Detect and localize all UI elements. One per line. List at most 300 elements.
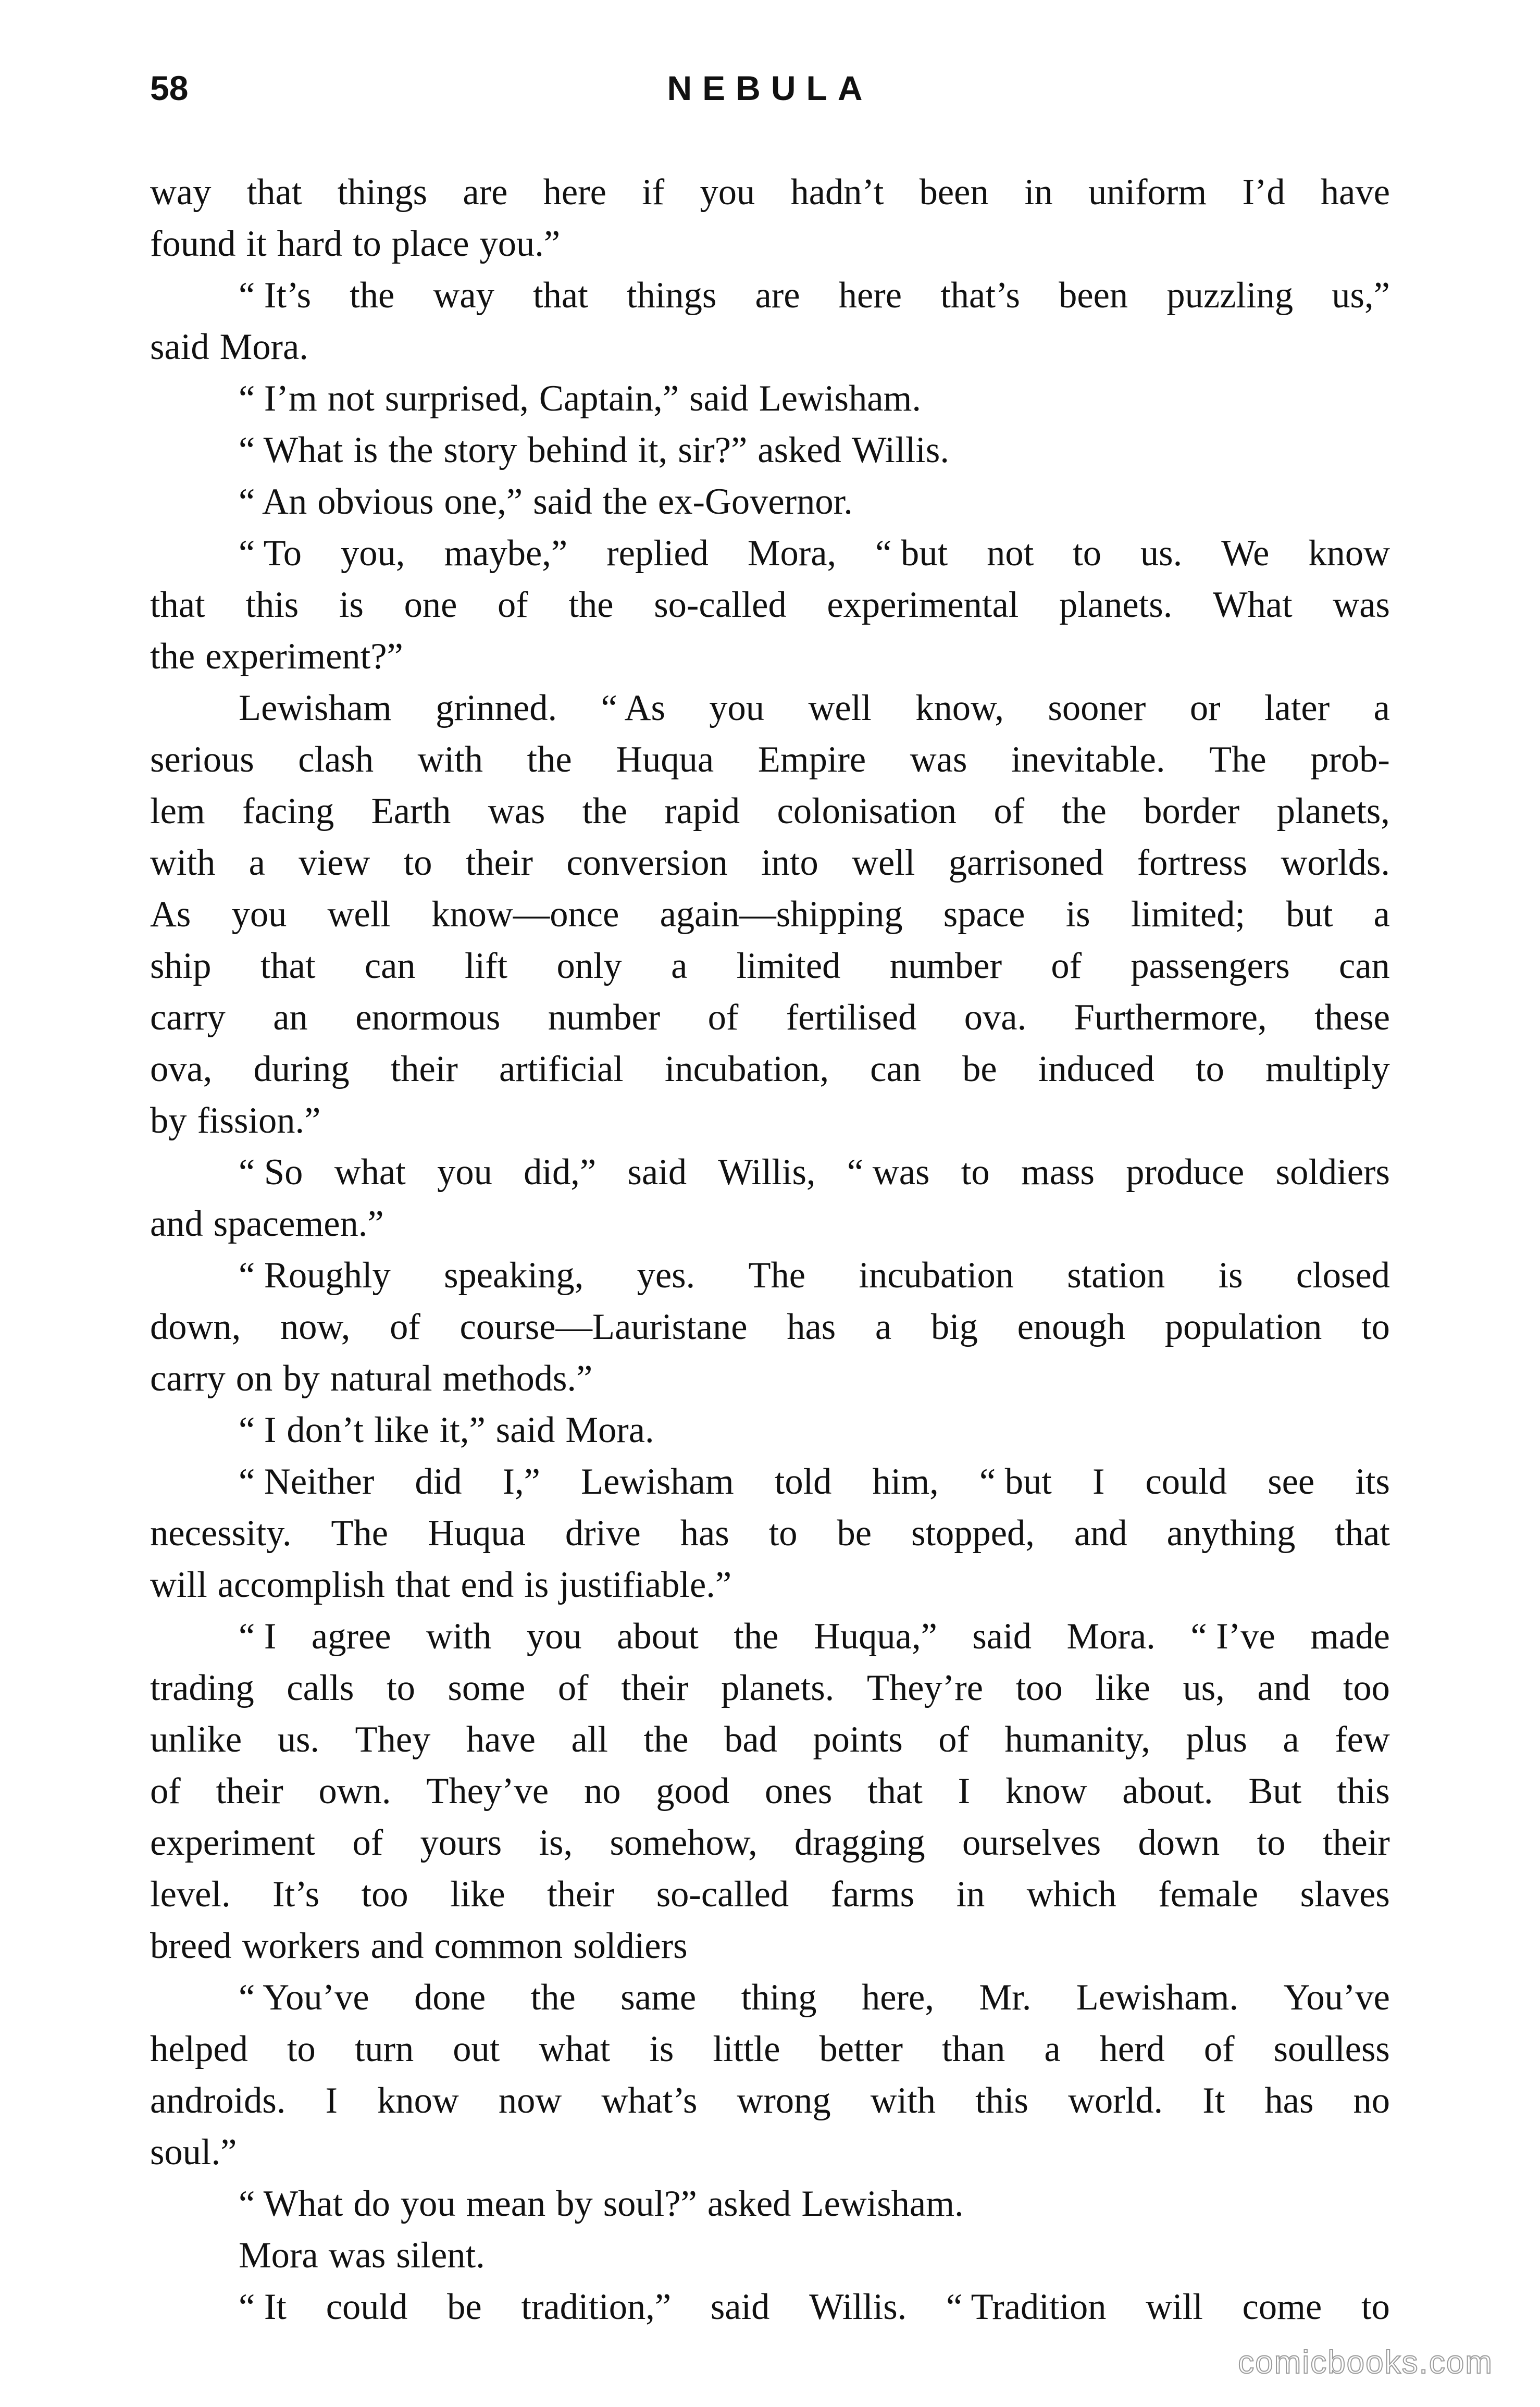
word: speaking,	[444, 1255, 584, 1296]
word: planets.	[721, 1668, 835, 1708]
word: As	[150, 894, 191, 935]
word: was	[488, 791, 545, 832]
word: of	[993, 791, 1025, 832]
word: Mora.	[219, 327, 308, 367]
word: don’t	[287, 1410, 364, 1450]
word: that	[533, 275, 588, 316]
word: The	[1209, 739, 1266, 780]
word: said	[710, 2287, 770, 2327]
word: unlike	[150, 1719, 242, 1760]
word: to	[403, 842, 432, 883]
word: here	[838, 275, 902, 316]
word: helped	[150, 2029, 248, 2069]
word: and	[1257, 1668, 1311, 1708]
text-line	[150, 786, 1390, 837]
word: said	[689, 378, 749, 419]
text-line	[150, 1147, 1390, 1198]
word: us,”	[1332, 275, 1390, 316]
word: their	[547, 1874, 615, 1915]
word: sir?”	[678, 430, 748, 470]
word: did	[415, 1461, 462, 1502]
text-line	[150, 476, 1390, 528]
word: “ Neither	[239, 1461, 375, 1502]
word: a	[1373, 894, 1390, 935]
word: turn	[354, 2029, 414, 2069]
text-line	[150, 2024, 1390, 2075]
word: I’d	[1242, 172, 1285, 213]
word: to	[1196, 1049, 1224, 1089]
word: no	[583, 1771, 621, 1812]
word: the	[530, 1977, 576, 2018]
word: are	[463, 172, 508, 213]
word: methods.”	[442, 1358, 593, 1399]
word: place	[391, 224, 469, 264]
word: out	[453, 2029, 500, 2069]
text-line	[150, 1972, 1390, 2024]
text-line	[150, 2178, 1390, 2230]
word: Empire	[757, 739, 866, 780]
word: like	[1095, 1668, 1150, 1708]
word: drive	[565, 1513, 641, 1554]
word: but	[1286, 894, 1333, 935]
word: things	[337, 172, 428, 213]
word: grinned.	[436, 688, 557, 728]
word: can	[1339, 946, 1390, 986]
text-line	[150, 167, 1390, 218]
word: said	[972, 1616, 1032, 1657]
word: incubation	[859, 1255, 1014, 1296]
word: multiply	[1265, 1049, 1390, 1089]
word: plus	[1186, 1719, 1247, 1760]
word: like	[374, 1410, 429, 1450]
word: silent.	[396, 2235, 485, 2276]
word: or	[1189, 688, 1221, 728]
word: so-called	[654, 585, 787, 625]
word: breed	[150, 1926, 232, 1966]
word: experimental	[827, 585, 1019, 625]
word: no	[1353, 2080, 1390, 2121]
word: been	[919, 172, 989, 213]
word: to	[1361, 1307, 1390, 1347]
word: done	[414, 1977, 486, 2018]
word: was	[1333, 585, 1390, 625]
word: bad	[724, 1719, 777, 1760]
word: made	[1310, 1616, 1390, 1657]
word: mass	[1021, 1152, 1095, 1193]
word: “ It’s	[239, 275, 312, 316]
word: know	[1005, 1771, 1087, 1812]
word: into	[761, 842, 818, 883]
word: Lewisham.	[759, 378, 921, 419]
word: soul.”	[150, 2132, 237, 2173]
word: than	[941, 2029, 1005, 2069]
word: you	[400, 2183, 456, 2224]
word: limited;	[1131, 894, 1246, 935]
text-line	[150, 2127, 1390, 2178]
word: Mora	[239, 2235, 318, 2276]
text-line	[150, 837, 1390, 889]
word: down	[1138, 1822, 1220, 1863]
word: to	[1361, 2287, 1390, 2327]
word: colonisation	[777, 791, 957, 832]
word: could	[1145, 1461, 1227, 1502]
word: enormous	[355, 997, 501, 1038]
word: soldiers	[573, 1926, 688, 1966]
watermark: comicbooks.com	[1238, 2344, 1493, 2380]
word: you	[437, 1152, 492, 1193]
word: I	[958, 1771, 971, 1812]
word: what	[539, 2029, 611, 2069]
word: their	[465, 842, 533, 883]
word: the	[643, 1719, 689, 1760]
word: well	[808, 688, 872, 728]
word: passengers	[1131, 946, 1290, 986]
word: stopped,	[911, 1513, 1035, 1554]
word: to	[768, 1513, 798, 1554]
word: has	[787, 1307, 836, 1347]
word: be	[837, 1513, 872, 1554]
word: They’re	[866, 1668, 983, 1708]
word: this	[245, 585, 299, 625]
word: world.	[1068, 2080, 1163, 2121]
word: a	[875, 1307, 892, 1347]
word: during	[253, 1049, 350, 1089]
word: obvious	[317, 481, 434, 522]
word: their	[621, 1668, 689, 1708]
word: is	[1218, 1255, 1243, 1296]
word: Huqua,”	[813, 1616, 937, 1657]
word: It	[1202, 2080, 1225, 2121]
text-line	[150, 1301, 1390, 1353]
word: ova,	[150, 1049, 213, 1089]
word: incubation,	[664, 1049, 829, 1089]
word: one	[404, 585, 457, 625]
text-line	[150, 683, 1390, 734]
text-line	[150, 940, 1390, 992]
word: enough	[1017, 1307, 1126, 1347]
word: of	[1203, 2029, 1235, 2069]
word: know	[1308, 533, 1390, 574]
word: humanity,	[1004, 1719, 1150, 1760]
word: could	[326, 2287, 408, 2327]
word: now,	[280, 1307, 351, 1347]
word: tradition,”	[521, 2287, 672, 2327]
word: hadn’t	[790, 172, 884, 213]
text-line	[150, 1095, 1390, 1147]
page-header	[150, 67, 1390, 124]
word: lift	[464, 946, 508, 986]
word: was	[328, 2235, 386, 2276]
word: “ As	[601, 688, 665, 728]
text-line	[150, 1044, 1390, 1095]
word: things	[626, 275, 717, 316]
word: the	[388, 430, 433, 470]
word: by	[283, 1358, 320, 1399]
word: of	[352, 1822, 383, 1863]
word: well	[852, 842, 915, 883]
word: said	[495, 1410, 555, 1450]
word: Earth	[371, 791, 451, 832]
word: their	[1322, 1822, 1390, 1863]
word: “ So	[239, 1152, 303, 1193]
word: What	[1213, 585, 1293, 625]
word: here	[543, 172, 606, 213]
word: Mora.	[565, 1410, 654, 1450]
word: space	[943, 894, 1025, 935]
word: “ To	[239, 533, 302, 574]
word: But	[1248, 1771, 1302, 1812]
word: closed	[1296, 1255, 1390, 1296]
word: yours	[420, 1822, 502, 1863]
word: workers	[242, 1926, 361, 1966]
word: Mora.	[1066, 1616, 1156, 1657]
word: on	[235, 1358, 273, 1399]
page-number: 58	[150, 69, 189, 107]
word: prob-	[1310, 739, 1390, 780]
word: course—Lauristane	[459, 1307, 748, 1347]
word: did,”	[524, 1152, 597, 1193]
word: planets.	[1059, 585, 1173, 625]
word: “ I’ve	[1190, 1616, 1275, 1657]
word: us.	[1140, 533, 1183, 574]
word: way	[433, 275, 494, 316]
text-line	[150, 2230, 1390, 2281]
word: Lewisham.	[801, 2183, 964, 2224]
word: of	[938, 1719, 969, 1760]
word: with	[870, 2080, 936, 2121]
word: “ Roughly	[239, 1255, 391, 1296]
word: in	[1024, 172, 1053, 213]
word: a	[1283, 1719, 1299, 1760]
word: of	[390, 1307, 420, 1347]
word: know,	[915, 688, 1004, 728]
word: is	[353, 430, 378, 470]
text-line	[150, 2075, 1390, 2127]
word: to	[387, 1668, 415, 1708]
word: Captain,”	[539, 378, 679, 419]
word: carry	[150, 1358, 226, 1399]
word: has	[1264, 2080, 1314, 2121]
word: “ What	[239, 430, 343, 470]
word: thing	[741, 1977, 817, 2018]
word: with	[426, 1616, 492, 1657]
word: that	[1335, 1513, 1390, 1554]
word: view	[299, 842, 370, 883]
word: population	[1164, 1307, 1322, 1347]
word: with	[417, 739, 483, 780]
text-line	[150, 218, 1390, 270]
word: garrisoned	[948, 842, 1104, 883]
word: Huqua	[616, 739, 714, 780]
word: “ but	[875, 533, 948, 574]
word: will	[150, 1565, 207, 1605]
word: The	[748, 1255, 806, 1296]
word: level.	[150, 1874, 231, 1915]
word: serious	[150, 739, 254, 780]
word: uniform	[1088, 172, 1207, 213]
word: is	[1065, 894, 1090, 935]
word: surprised,	[384, 378, 529, 419]
word: soul?”	[603, 2183, 697, 2224]
word: later	[1264, 688, 1330, 728]
word: that	[867, 1771, 923, 1812]
word: it	[246, 224, 267, 264]
word: what’s	[601, 2080, 698, 2121]
word: induced	[1038, 1049, 1154, 1089]
word: a	[1373, 688, 1390, 728]
word: us,	[1183, 1668, 1225, 1708]
word: number	[889, 946, 1002, 986]
word: to	[961, 1152, 990, 1193]
word: these	[1314, 997, 1390, 1038]
word: natural	[330, 1358, 432, 1399]
word: lem	[150, 791, 205, 832]
word: that	[395, 1565, 451, 1605]
word: it,	[638, 430, 668, 470]
word: can	[364, 946, 416, 986]
running-title: NEBULA	[667, 69, 873, 107]
word: so-called	[656, 1874, 789, 1915]
word: some	[448, 1668, 526, 1708]
word: a	[1044, 2029, 1061, 2069]
word: that	[246, 172, 302, 213]
word: ova.	[964, 997, 1027, 1038]
word: “ You’ve	[239, 1977, 369, 2018]
word: said	[627, 1152, 687, 1193]
word: ones	[765, 1771, 833, 1812]
text-line	[150, 631, 1390, 683]
word: of	[150, 1771, 181, 1812]
word: inevitable.	[1011, 739, 1165, 780]
word: own.	[318, 1771, 391, 1812]
word: dragging	[794, 1822, 925, 1863]
text-line	[150, 1662, 1390, 1714]
word: like	[450, 1874, 505, 1915]
text-line	[150, 528, 1390, 579]
word: the	[150, 636, 195, 677]
word: story	[443, 430, 517, 470]
word: Furthermore,	[1074, 997, 1267, 1038]
word: necessity.	[150, 1513, 292, 1554]
word: are	[755, 275, 800, 316]
word: that	[260, 946, 316, 986]
word: the	[602, 481, 648, 522]
word: They	[355, 1719, 431, 1760]
word: “ An	[239, 481, 307, 522]
word: asked	[757, 430, 841, 470]
word: I,”	[502, 1461, 540, 1502]
word: same	[620, 1977, 697, 2018]
word: you	[700, 172, 755, 213]
text-line	[150, 1611, 1390, 1662]
word: the	[350, 275, 395, 316]
word: said	[533, 481, 592, 522]
word: androids.	[150, 2080, 286, 2121]
word: and	[1074, 1513, 1127, 1554]
word: not	[327, 378, 375, 419]
word: Lewisham	[581, 1461, 734, 1502]
text-line	[150, 1508, 1390, 1559]
word: have	[466, 1719, 536, 1760]
word: Huqua	[427, 1513, 526, 1554]
word: said	[150, 327, 209, 367]
text-line	[150, 1353, 1390, 1405]
word: the	[734, 1616, 779, 1657]
word: soulless	[1273, 2029, 1390, 2069]
word: of	[707, 997, 739, 1038]
word: I	[1092, 1461, 1105, 1502]
text-line	[150, 425, 1390, 476]
word: a	[249, 842, 265, 883]
word: you	[231, 894, 287, 935]
word: I	[325, 2080, 338, 2121]
word: slaves	[1300, 1874, 1390, 1915]
word: points	[813, 1719, 903, 1760]
word: Lewisham	[239, 688, 392, 728]
word: to	[287, 2029, 316, 2069]
word: to	[1073, 533, 1101, 574]
word: puzzling	[1166, 275, 1294, 316]
word: replied	[606, 533, 709, 574]
word: by	[556, 2183, 593, 2224]
word: good	[656, 1771, 730, 1812]
word: rapid	[664, 791, 740, 832]
word: which	[1026, 1874, 1117, 1915]
word: is,	[539, 1822, 573, 1863]
word: few	[1335, 1719, 1390, 1760]
text-line	[150, 579, 1390, 631]
word: Willis.	[809, 2287, 907, 2327]
word: it,”	[439, 1410, 486, 1450]
word: We	[1221, 533, 1270, 574]
text-line	[150, 734, 1390, 786]
word: border	[1144, 791, 1240, 832]
word: this	[1336, 1771, 1390, 1812]
word: the	[568, 585, 614, 625]
text-line	[150, 321, 1390, 373]
word: carry	[150, 997, 226, 1038]
word: of	[1051, 946, 1082, 986]
word: accomplish	[217, 1565, 385, 1605]
word: behind	[527, 430, 628, 470]
word: not	[987, 533, 1034, 574]
word: soldiers	[1275, 1152, 1390, 1193]
word: know	[377, 2080, 459, 2121]
word: end	[461, 1565, 514, 1605]
word: sooner	[1048, 688, 1146, 728]
word: fortress	[1137, 842, 1248, 883]
word: of	[557, 1668, 589, 1708]
text-line	[150, 270, 1390, 321]
word: yes.	[637, 1255, 696, 1296]
word: ourselves	[962, 1822, 1101, 1863]
word: be	[962, 1049, 997, 1089]
word: produce	[1126, 1152, 1245, 1193]
word: better	[819, 2029, 903, 2069]
word: Lewisham.	[1076, 1977, 1239, 2018]
word: of	[498, 585, 528, 625]
word: conversion	[566, 842, 728, 883]
word: experiment	[150, 1822, 316, 1863]
word: agree	[311, 1616, 391, 1657]
word: that’s	[940, 275, 1020, 316]
body-text	[150, 167, 1390, 2333]
word: “ What	[239, 2183, 343, 2224]
word: artificial	[499, 1049, 624, 1089]
word: is	[339, 585, 364, 625]
word: fission.”	[197, 1100, 321, 1141]
word: to	[352, 224, 381, 264]
